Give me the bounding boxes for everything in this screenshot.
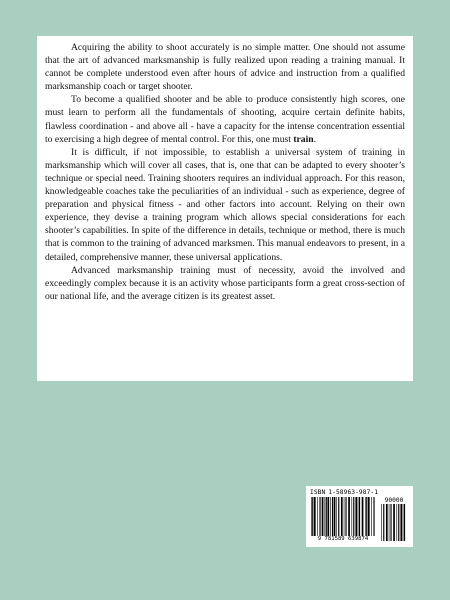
- back-cover-text-panel: [37, 36, 413, 381]
- barcode-bar: [338, 497, 339, 541]
- barcode-bar: [325, 497, 326, 541]
- barcode-bar: [355, 497, 357, 541]
- barcode-bars-row: [310, 497, 409, 541]
- addon-digits: 90000: [384, 497, 404, 504]
- isbn-barcode-box: [306, 486, 413, 547]
- barcode-bar: [390, 504, 391, 541]
- barcode-bar: [334, 497, 336, 541]
- barcode-bar: [397, 504, 398, 541]
- addon-barcode: [380, 497, 408, 541]
- barcode-bar: [373, 497, 374, 541]
- barcode-bar: [322, 497, 324, 541]
- paragraph-2-period: .: [313, 133, 316, 145]
- barcode-bar: [352, 497, 353, 541]
- addon-barcode-graphic: [380, 504, 408, 541]
- barcode-bar: [330, 497, 331, 541]
- barcode-bar: [362, 497, 364, 541]
- ean-barcode: [310, 497, 376, 541]
- barcode-bar: [358, 497, 359, 541]
- barcode-bar: [398, 504, 399, 541]
- paragraph-3: It is difficult, if not impossible, to establish a universal system of training in marksmanship which will cover all cases, that is, one that can be adapted to every shooter’s technique or special need. Training shooters requires an individual approach. For this reason, knowledgeable coaches take the peculiarities of an individual - such as experience, degree of preparation and physical fitness - and other factors into account. Relying on their own experience, they devise a training program which allows special considerations for each shooter’s capabilities. In spite of the difference in details, technique or method, there is much that is common to the training of advanced marksmen. This manual endeavors to present, in a detailed, comprehensive manner, these universal applications.: [45, 146, 405, 263]
- barcode-bar: [345, 497, 346, 541]
- barcode-bar: [341, 497, 343, 541]
- barcode-bar: [327, 497, 329, 541]
- barcode-bar: [348, 497, 350, 541]
- barcode-bar: [319, 497, 320, 541]
- isbn-text: [310, 489, 409, 496]
- barcode-bar: [332, 497, 333, 541]
- barcode-bar: [366, 497, 367, 541]
- barcode-bar: [353, 497, 354, 541]
- isbn-label: ISBN: [310, 489, 326, 496]
- barcode-bar: [381, 504, 382, 541]
- barcode-bar: [383, 504, 384, 541]
- ean-digits: 9 781589 639874: [310, 536, 376, 542]
- paragraph-2: [45, 93, 405, 145]
- isbn-number: 1-58963-987-1: [328, 489, 379, 496]
- barcode-bar: [404, 504, 405, 541]
- barcode-bar: [368, 497, 370, 541]
- barcode-bar: [311, 497, 312, 541]
- barcode-bar: [359, 497, 360, 541]
- barcode-bar: [317, 497, 318, 541]
- paragraph-4: Advanced marksmanship training must of necessity, avoid the involved and exceedingly complex because it is an activity whose participants form a great cross-section of our national life, and the average citizen is its greatest asset.: [45, 264, 405, 302]
- barcode-bar: [344, 497, 345, 541]
- barcode-bar: [400, 504, 402, 541]
- paragraph-1: Acquiring the ability to shoot accurately is no simple matter. One should not assume that the art of advanced marksmanship is fully realized upon reading a training manual. It cannot be complete understood even after hours of advice and instruction from a qualified marksmanship coach or target shooter.: [45, 42, 405, 93]
- paragraph-2-emphasis: train: [293, 133, 314, 145]
- barcode-bar: [389, 504, 390, 541]
- barcode-bar: [386, 504, 388, 541]
- paragraph-2-text: To become a qualified shooter and be able to produce consistently high scores, one must learn to perform all the fundamentals of shooting, acquire certain definite habits, flawless coordination - and above all - have a capacity for the intense concentration essential to exercising a high degree of mental control. For this, one must: [45, 94, 405, 145]
- barcode-bar: [365, 497, 366, 541]
- barcode-bar: [336, 497, 337, 541]
- barcode-bar: [403, 504, 404, 541]
- barcode-bar: [314, 497, 316, 541]
- ean-barcode-graphic: [310, 497, 376, 541]
- barcode-bar: [371, 497, 372, 541]
- barcode-bar: [326, 497, 327, 541]
- barcode-bar: [393, 504, 395, 541]
- barcode-bar: [312, 497, 313, 541]
